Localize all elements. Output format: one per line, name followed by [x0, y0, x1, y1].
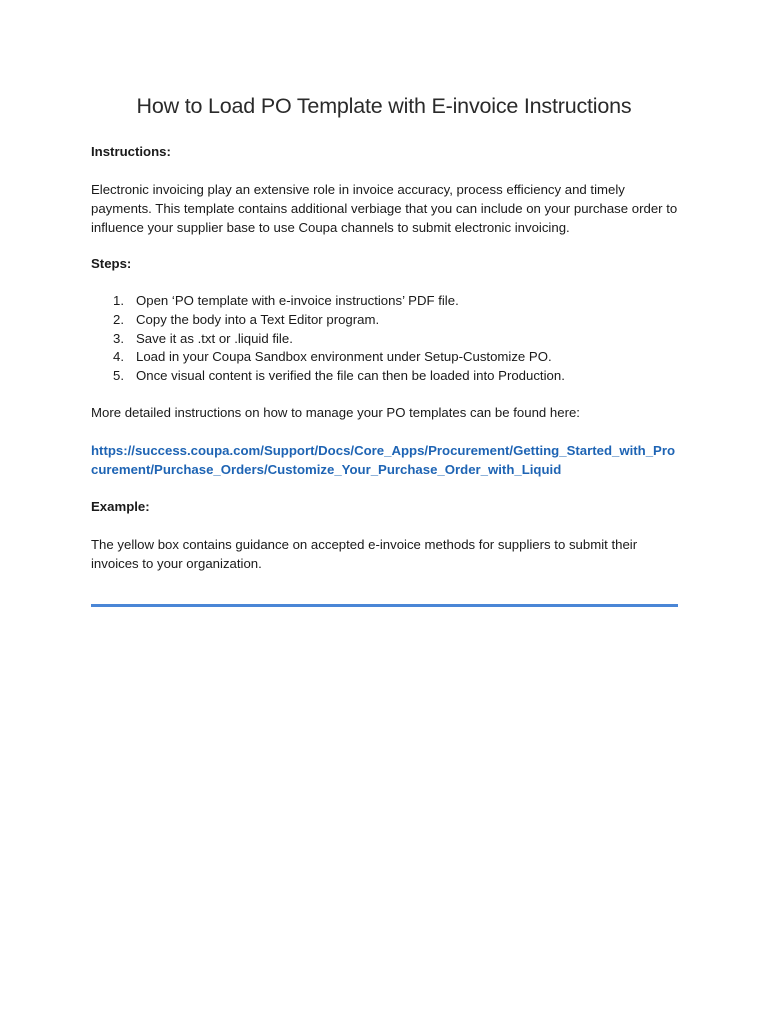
step-number: 2. [113, 311, 124, 327]
coupa-docs-link[interactable]: https://success.coupa.com/Support/Docs/Core_Apps/Procurement/Getting_Started_with_Procurement/Purchase_Orders/Customize_Your_Purchase_Order_with_Liquid [91, 443, 676, 477]
step-text: Once visual content is verified the file can then be loaded into Production. [136, 368, 565, 384]
steps-list [91, 292, 681, 386]
list-item [91, 330, 681, 349]
list-item [91, 311, 681, 330]
step-text: Copy the body into a Text Editor program. [136, 311, 380, 327]
more-instructions-text: More detailed instructions on how to manage your PO templates can be found here: [91, 405, 580, 420]
step-text: Open ‘PO template with e-invoice instructions’ PDF file. [136, 293, 459, 308]
step-text: Load in your Coupa Sandbox environment under Setup-Customize PO. [136, 349, 552, 365]
list-item [91, 348, 681, 367]
list-item [91, 292, 681, 311]
page-title: How to Load PO Template with E-invoice Instructions [136, 94, 632, 118]
step-text: Save it as .txt or .liquid file. [136, 330, 293, 346]
list-item [91, 367, 681, 386]
instructions-heading: Instructions: [91, 144, 171, 159]
step-number: 3. [113, 330, 124, 346]
example-paragraph: The yellow box contains guidance on accepted e-invoice methods for suppliers to submit their invoices to your organization. [91, 537, 638, 571]
example-heading: Example: [91, 499, 150, 514]
step-number: 5. [113, 368, 124, 384]
step-number: 1. [113, 293, 124, 308]
instructions-paragraph: Electronic invoicing play an extensive role in invoice accuracy, process efficiency and timely payments. This template contains additional verbiage that you can include on your purchase order to influence your supplier base to use Coupa channels to submit electronic invoicing. [91, 182, 678, 235]
steps-heading: Steps: [91, 256, 132, 271]
horizontal-divider [91, 604, 678, 607]
step-number: 4. [113, 349, 124, 365]
